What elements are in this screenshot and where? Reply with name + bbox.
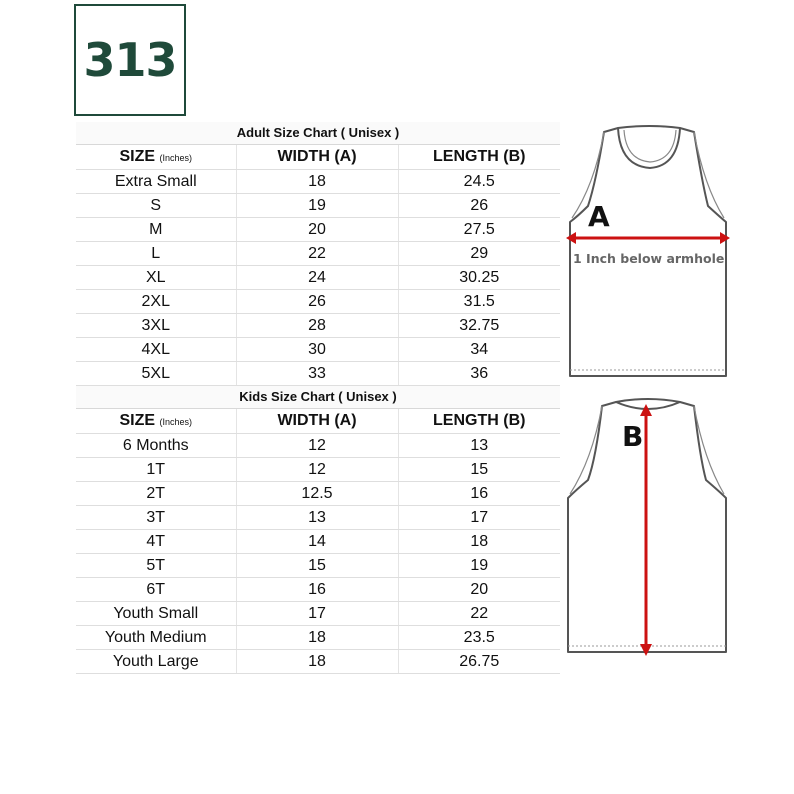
adult-size-table — [76, 145, 560, 386]
length-cell: 26.75 — [398, 650, 560, 674]
width-cell: 30 — [236, 338, 398, 362]
table-row — [76, 338, 560, 362]
width-cell: 18 — [236, 650, 398, 674]
size-cell: L — [76, 242, 236, 266]
width-cell: 12.5 — [236, 482, 398, 506]
size-header-label: SIZE — [119, 412, 156, 429]
size-cell: 3XL — [76, 314, 236, 338]
size-header-label: SIZE — [119, 148, 156, 165]
size-cell: 6T — [76, 578, 236, 602]
table-row — [76, 242, 560, 266]
length-cell: 17 — [398, 506, 560, 530]
width-cell: 14 — [236, 530, 398, 554]
length-cell: 30.25 — [398, 266, 560, 290]
jersey-length-diagram — [560, 394, 740, 662]
table-row — [76, 194, 560, 218]
length-column-header: LENGTH (B) — [398, 145, 560, 170]
width-cell: 26 — [236, 290, 398, 314]
kids-size-chart — [76, 386, 560, 674]
table-row — [76, 218, 560, 242]
table-row — [76, 578, 560, 602]
length-column-header: LENGTH (B) — [398, 409, 560, 434]
length-cell: 34 — [398, 338, 560, 362]
table-header-row — [76, 409, 560, 434]
length-cell: 26 — [398, 194, 560, 218]
width-cell: 15 — [236, 554, 398, 578]
jersey-width-diagram — [560, 122, 740, 384]
length-cell: 18 — [398, 530, 560, 554]
width-column-header: WIDTH (A) — [236, 409, 398, 434]
size-cell: 1T — [76, 458, 236, 482]
width-cell: 18 — [236, 626, 398, 650]
length-cell: 32.75 — [398, 314, 560, 338]
width-cell: 28 — [236, 314, 398, 338]
jersey-back-illustration — [560, 394, 740, 662]
width-cell: 13 — [236, 506, 398, 530]
table-row — [76, 458, 560, 482]
table-row — [76, 554, 560, 578]
size-cell: Youth Medium — [76, 626, 236, 650]
size-cell: XL — [76, 266, 236, 290]
length-cell: 24.5 — [398, 170, 560, 194]
length-cell: 13 — [398, 434, 560, 458]
table-row — [76, 650, 560, 674]
size-cell: 5T — [76, 554, 236, 578]
size-cell: S — [76, 194, 236, 218]
kids-size-table — [76, 409, 560, 674]
length-cell: 16 — [398, 482, 560, 506]
size-cell: 5XL — [76, 362, 236, 386]
width-cell: 24 — [236, 266, 398, 290]
width-cell: 19 — [236, 194, 398, 218]
table-header-row — [76, 145, 560, 170]
length-cell: 19 — [398, 554, 560, 578]
width-cell: 18 — [236, 170, 398, 194]
brand-logo — [74, 4, 186, 116]
table-row — [76, 170, 560, 194]
unit-label: (Inches) — [159, 153, 193, 163]
measure-label-a: A — [588, 200, 610, 233]
table-row — [76, 266, 560, 290]
width-cell: 33 — [236, 362, 398, 386]
size-cell: Extra Small — [76, 170, 236, 194]
length-cell: 27.5 — [398, 218, 560, 242]
unit-label: (Inches) — [159, 417, 193, 427]
kids-chart-title: Kids Size Chart ( Unisex ) — [76, 386, 560, 409]
table-row — [76, 290, 560, 314]
length-cell: 22 — [398, 602, 560, 626]
length-cell: 36 — [398, 362, 560, 386]
size-cell: Youth Small — [76, 602, 236, 626]
length-cell: 23.5 — [398, 626, 560, 650]
size-column-header — [76, 409, 236, 434]
table-row — [76, 314, 560, 338]
size-cell: 4XL — [76, 338, 236, 362]
jersey-front-illustration — [560, 122, 740, 384]
width-cell: 12 — [236, 434, 398, 458]
size-cell: 2XL — [76, 290, 236, 314]
adult-size-chart — [76, 122, 560, 386]
width-column-header: WIDTH (A) — [236, 145, 398, 170]
table-row — [76, 482, 560, 506]
length-cell: 15 — [398, 458, 560, 482]
table-row — [76, 506, 560, 530]
table-row — [76, 602, 560, 626]
measure-label-b: B — [622, 420, 644, 453]
armhole-note: 1 Inch below armhole — [573, 251, 725, 266]
length-cell: 29 — [398, 242, 560, 266]
size-cell: 3T — [76, 506, 236, 530]
width-cell: 12 — [236, 458, 398, 482]
size-column-header — [76, 145, 236, 170]
table-row — [76, 530, 560, 554]
table-row — [76, 362, 560, 386]
width-cell: 17 — [236, 602, 398, 626]
width-cell: 20 — [236, 218, 398, 242]
table-row — [76, 434, 560, 458]
size-cell: 6 Months — [76, 434, 236, 458]
size-cell: 4T — [76, 530, 236, 554]
adult-chart-title: Adult Size Chart ( Unisex ) — [76, 122, 560, 145]
size-cell: Youth Large — [76, 650, 236, 674]
length-cell: 31.5 — [398, 290, 560, 314]
size-cell: 2T — [76, 482, 236, 506]
logo-text: 313 — [83, 33, 177, 87]
length-cell: 20 — [398, 578, 560, 602]
table-row — [76, 626, 560, 650]
width-cell: 22 — [236, 242, 398, 266]
size-cell: M — [76, 218, 236, 242]
width-cell: 16 — [236, 578, 398, 602]
